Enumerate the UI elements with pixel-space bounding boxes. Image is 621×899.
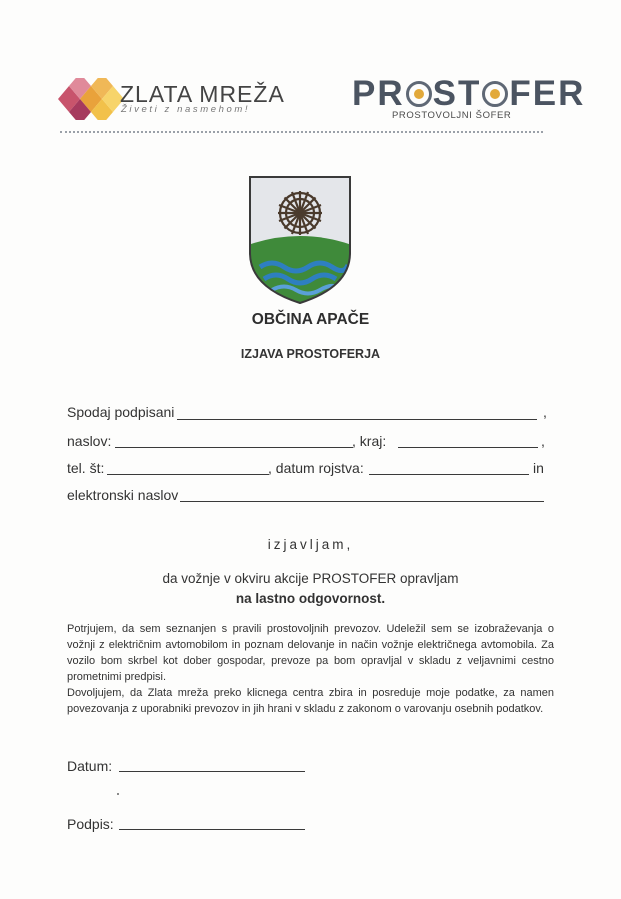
email-label: elektronski naslov [67, 487, 179, 503]
header-divider [60, 131, 543, 133]
prostofer-logo [352, 74, 585, 114]
zlata-mreza-logo-icon [58, 78, 124, 120]
prostofer-subtitle: PROSTOVOLJNI ŠOFER [392, 110, 512, 121]
coat-of-arms-icon [248, 175, 352, 305]
birthdate-suffix: in [533, 460, 544, 476]
document-subtitle: IZJAVA PROSTOFERJA [240, 347, 381, 361]
declaration-statement-bold: na lastno odgovornost. [235, 591, 386, 606]
comma-mark: , [543, 404, 547, 420]
prostofer-name-suffix: FER [509, 74, 586, 113]
zlata-mreza-tagline: Živeti z nasmehom! [121, 104, 251, 115]
paragraph-confirmation: Potrjujem, da sem seznanjen s pravili prostovoljnih prevozov. Udeležil sem se izobraževanja o vožnji z električnim avtomobilom in poznam delovanje in način vožnje električnega avtomobila. Za vozilo bom skrbel kot dober gospodar, prevoze pa bom opravljal v skladu z veljavnimi cestno prometnimi predpisi. [67, 623, 554, 683]
comma-mark: , [541, 433, 545, 449]
paragraph-consent: Dovoljujem, da Zlata mreža preko klicnega centra zbira in posreduje moje podatke, za namen povezovanja z uporabniki prevozov in jih hrani v skladu z zakonom o varovanju osebnih podatkov. [67, 687, 554, 715]
undersigned-field[interactable] [177, 419, 537, 420]
birthdate-field[interactable] [369, 474, 529, 475]
page-title: OBČINA APAČE [251, 311, 370, 328]
place-label: , kraj: [352, 433, 387, 449]
date-field[interactable] [119, 771, 305, 772]
scan-speck [117, 793, 119, 795]
undersigned-label: Spodaj podpisani [67, 404, 175, 420]
signature-label: Podpis: [67, 816, 114, 832]
phone-field[interactable] [107, 474, 269, 475]
prostofer-name-mid: ST [432, 74, 482, 113]
zlata-mreza-name: ZLATA MREŽA [120, 81, 285, 107]
email-field[interactable] [180, 501, 544, 502]
declaration-statement: da vožnje v okviru akcije PROSTOFER opravljam [162, 571, 459, 586]
place-field[interactable] [398, 447, 538, 448]
phone-label: tel. št: [67, 460, 105, 476]
prostofer-o-icon [482, 81, 508, 107]
prostofer-name-prefix: PR [352, 74, 405, 113]
signature-field[interactable] [119, 829, 305, 830]
date-label: Datum: [67, 758, 113, 774]
prostofer-o-icon [406, 81, 432, 107]
address-field[interactable] [115, 447, 353, 448]
declaration-verb: izjavljam, [267, 537, 354, 552]
birthdate-label: , datum rojstva: [268, 460, 364, 476]
address-label: naslov: [67, 433, 112, 449]
